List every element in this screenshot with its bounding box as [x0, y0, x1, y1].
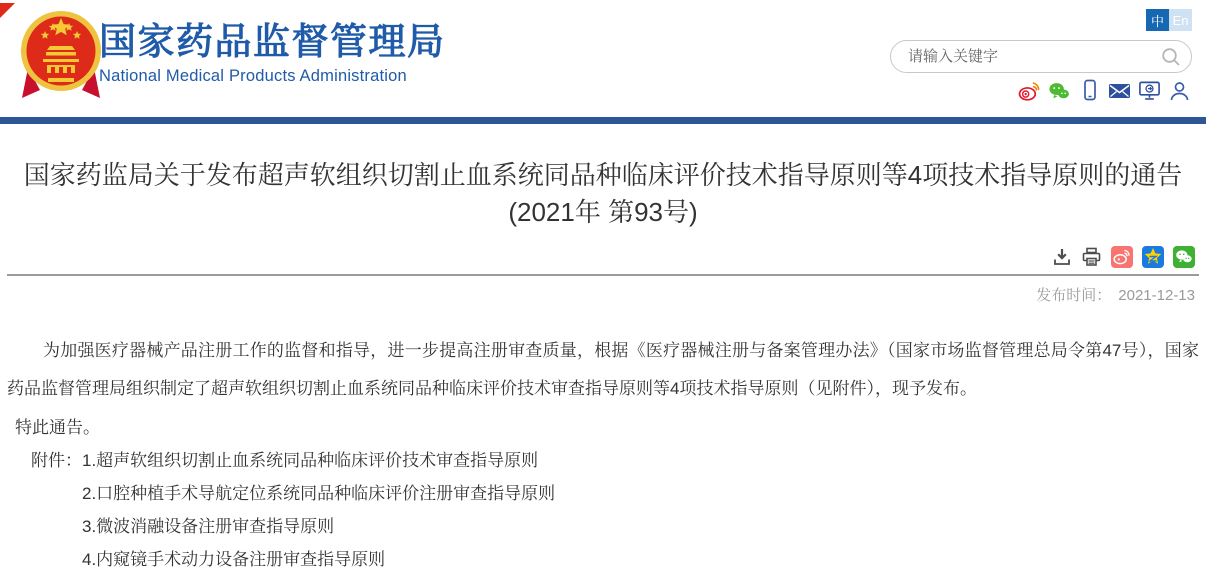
attachments-label: 附件：: [31, 451, 82, 470]
download-button[interactable]: [1052, 247, 1072, 267]
search-icon: [1160, 46, 1182, 68]
publish-date-value: 2021-12-13: [1118, 287, 1195, 304]
attachment-row: [31, 477, 1199, 510]
lang-cn-button[interactable]: 中: [1146, 9, 1169, 31]
corner-ribbon: [0, 3, 15, 18]
paragraph-main: 为加强医疗器械产品注册工作的监督和指导，进一步提高注册审查质量，根据《医疗器械注册与备案管理办法》（国家市场监督管理总局令第47号），国家药品监督管理局组织制定了超声软组织切割止血系统同品种临床评价技术审查指导原则等4项技术指导原则（见附件），现予发布。: [7, 341, 1199, 398]
weibo-icon[interactable]: [1018, 79, 1041, 102]
print-icon: [1081, 247, 1102, 267]
share-weibo-icon: [1113, 249, 1131, 265]
publish-date-label: 发布时间：: [1036, 287, 1112, 304]
attachment-row: [31, 510, 1199, 543]
national-emblem-icon: [20, 6, 102, 102]
national-emblem-logo[interactable]: [20, 6, 102, 102]
lang-en-button[interactable]: En: [1169, 9, 1192, 31]
article-title-line2: (2021年 第93号): [508, 197, 698, 227]
print-button[interactable]: [1081, 247, 1102, 267]
attachment-item-3: 3.微波消融设备注册审查指导原则: [82, 517, 335, 536]
brand-block: [99, 22, 446, 86]
site-title-en: National Medical Products Administration: [99, 67, 407, 85]
search-box: [890, 40, 1192, 73]
user-icon[interactable]: [1168, 79, 1191, 102]
attachment-row: [31, 444, 1199, 477]
attachment-item-2: 2.口腔种植手术导航定位系统同品种临床评价注册审查指导原则: [82, 484, 556, 503]
attachment-row: [31, 543, 1199, 576]
language-toggle: [1146, 9, 1192, 31]
article: [0, 157, 1206, 576]
attachments-block: [7, 444, 1199, 576]
attachment-item-4: 4.内窥镜手术动力设备注册审查指导原则: [82, 550, 386, 569]
header-divider-bar: [0, 117, 1206, 124]
share-qzone-button[interactable]: [1142, 246, 1164, 268]
search-input[interactable]: [891, 48, 1160, 65]
article-title-line1: 国家药监局关于发布超声软组织切割止血系统同品种临床评价技术指导原则等4项技术指导原则的通告: [23, 160, 1183, 190]
share-qzone-icon: [1143, 247, 1163, 267]
paragraph-notice: 特此通告。: [15, 418, 100, 437]
share-wechat-button[interactable]: [1173, 246, 1195, 268]
download-icon: [1052, 247, 1072, 267]
monitor-share-icon[interactable]: [1138, 79, 1161, 102]
social-icons-row: [1018, 79, 1191, 102]
wechat-icon[interactable]: [1048, 79, 1071, 102]
meta-divider: [7, 274, 1199, 276]
publish-meta: [7, 287, 1199, 305]
site-title-cn: 国家药品监督管理局: [99, 21, 446, 62]
article-body: [7, 332, 1199, 576]
article-title: [7, 157, 1199, 231]
mail-icon[interactable]: [1108, 79, 1131, 102]
share-weibo-button[interactable]: [1111, 246, 1133, 268]
article-actions-row: [7, 246, 1199, 268]
share-wechat-icon: [1175, 249, 1193, 265]
search-button[interactable]: [1160, 46, 1191, 68]
site-header: [0, 0, 1206, 117]
mobile-icon[interactable]: [1078, 79, 1101, 102]
attachment-item-1: 1.超声软组织切割止血系统同品种临床评价技术审查指导原则: [82, 451, 539, 470]
